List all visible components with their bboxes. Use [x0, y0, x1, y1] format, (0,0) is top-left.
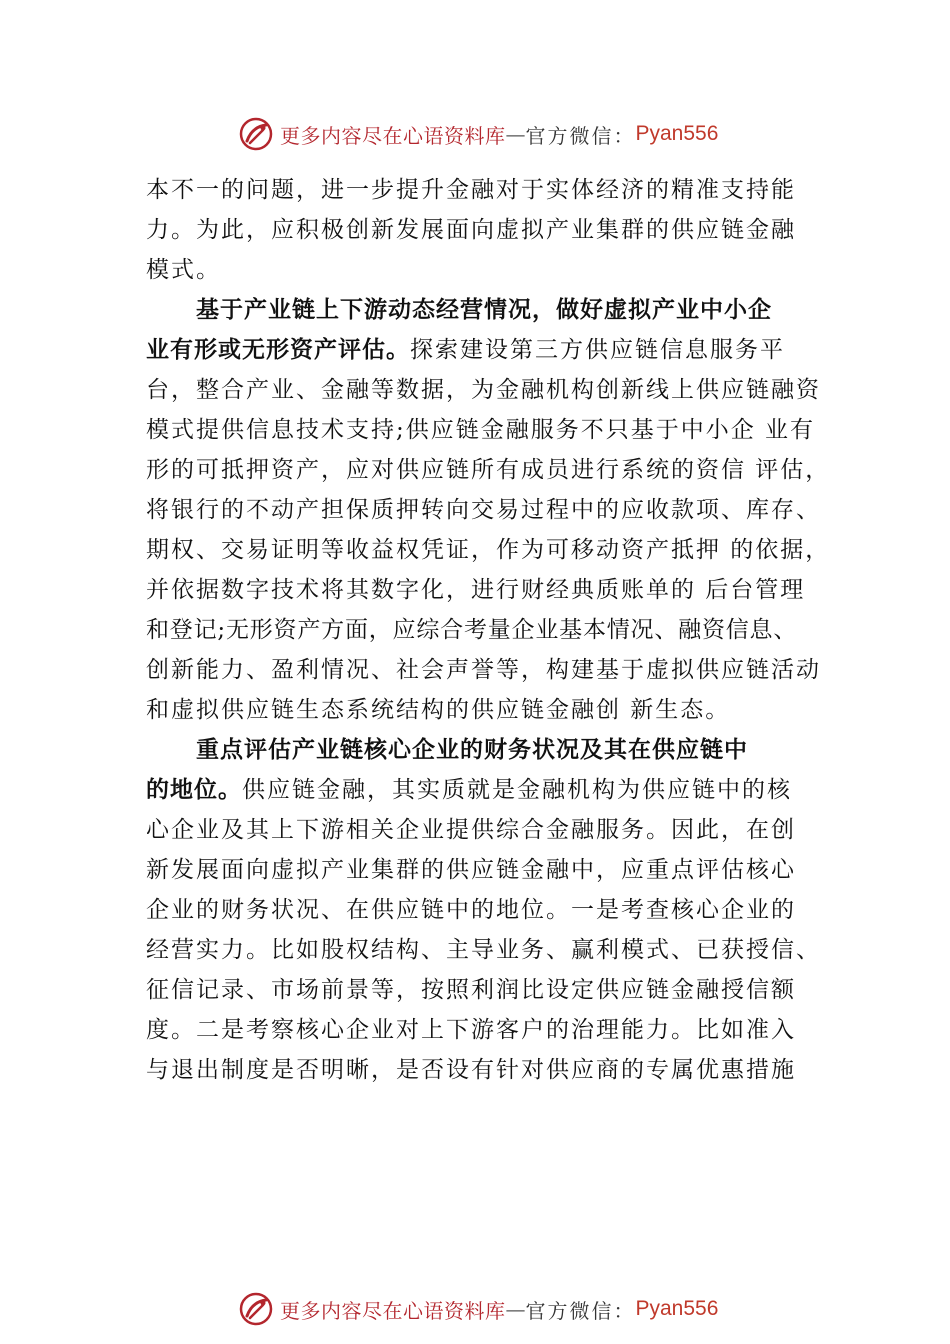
text-line: [146, 370, 834, 410]
line-text: 度。二是考察核心企业对上下游客户的治理能力。比如准入: [146, 1017, 796, 1043]
line-text: 力。为此，应积极创新发展面向虚拟产业集群的供应链金融: [146, 217, 796, 243]
text-line: [146, 690, 834, 730]
text-line: [146, 930, 834, 970]
document-body: [146, 170, 834, 1090]
footer-watermark: [238, 1290, 718, 1328]
watermark-dash: —: [505, 122, 526, 146]
line-text: 形的可抵押资产，应对供应链所有成员进行系统的资信 评估，: [146, 457, 831, 483]
text-line: [146, 770, 834, 810]
text-line: [146, 650, 834, 690]
text-line: [146, 210, 834, 250]
line-text: 新发展面向虚拟产业集群的供应链金融中，应重点评估核心: [146, 857, 796, 883]
watermark-wechat-label: 官方微信：: [525, 1298, 636, 1323]
watermark-wechat-id: Pyan556: [635, 122, 719, 145]
heading-text: 重点评估产业链核心企业的财务状况及其在供应链中: [196, 737, 748, 763]
text-line: [146, 290, 834, 330]
watermark-wechat-label: 官方微信：: [525, 123, 636, 148]
line-text: 征信记录、市场前景等，按照利润比设定供应链金融授信额: [146, 977, 796, 1003]
watermark-wechat-id: Pyan556: [635, 1297, 719, 1320]
text-line: [146, 850, 834, 890]
text-line: [146, 970, 834, 1010]
text-line: [146, 730, 834, 770]
text-line: [146, 450, 834, 490]
line-text: 心企业及其上下游相关企业提供综合金融服务。因此，在创: [146, 817, 796, 843]
brand-logo-icon: [238, 116, 274, 152]
line-text: 台，整合产业、金融等数据，为金融机构创新线上供应链融资: [146, 377, 821, 403]
line-text: 探索建设第三方供应链信息服务平: [410, 337, 785, 363]
paragraph-2: [146, 290, 834, 730]
line-text: 将银行的不动产担保质押转向交易过程中的应收款项、库存、: [146, 497, 821, 523]
paragraph-3: [146, 730, 834, 1090]
text-line: [146, 1010, 834, 1050]
line-text: 和登记;无形资产方面，应综合考量企业基本情况、融资信息、: [146, 617, 798, 643]
text-line: [146, 250, 834, 290]
line-text: 和虚拟供应链生态系统结构的供应链金融创 新生态。: [146, 697, 731, 723]
line-text: 创新能力、盈利情况、社会声誉等，构建基于虚拟供应链活动: [146, 657, 821, 683]
text-line: [146, 530, 834, 570]
header-watermark: [238, 115, 718, 153]
watermark-brand-text: 更多内容尽在心语资料库: [280, 123, 506, 148]
line-text: 供应链金融，其实质就是金融机构为供应链中的核: [242, 777, 792, 803]
watermark-brand-text: 更多内容尽在心语资料库: [280, 1298, 506, 1323]
text-line: [146, 330, 834, 370]
text-line: [146, 1050, 834, 1090]
heading-text: 业有形或无形资产评估。: [146, 337, 410, 363]
line-text: 模式提供信息技术支持;供应链金融服务不只基于中小企 业有: [146, 417, 816, 443]
line-text: 经营实力。比如股权结构、主导业务、赢利模式、已获授信、: [146, 937, 821, 963]
text-line: [146, 610, 834, 650]
brand-logo-icon: [238, 1291, 274, 1327]
line-text: 模式。: [146, 257, 221, 283]
line-text: 本不一的问题，进一步提升金融对于实体经济的精准支持能: [146, 177, 796, 203]
heading-text: 基于产业链上下游动态经营情况，做好虚拟产业中小企: [196, 297, 772, 323]
line-text: 并依据数字技术将其数字化，进行财经典质账单的 后台管理: [146, 577, 806, 603]
text-line: [146, 890, 834, 930]
text-line: [146, 410, 834, 450]
heading-text: 的地位。: [146, 777, 242, 803]
line-text: 与退出制度是否明晰，是否设有针对供应商的专属优惠措施: [146, 1057, 796, 1083]
text-line: [146, 810, 834, 850]
paragraph-1: [146, 170, 834, 290]
line-text: 企业的财务状况、在供应链中的地位。一是考查核心企业的: [146, 897, 796, 923]
watermark-dash: —: [505, 1297, 526, 1321]
text-line: [146, 490, 834, 530]
text-line: [146, 570, 834, 610]
line-text: 期权、交易证明等收益权凭证，作为可移动资产抵押 的依据，: [146, 537, 831, 563]
text-line: [146, 170, 834, 210]
